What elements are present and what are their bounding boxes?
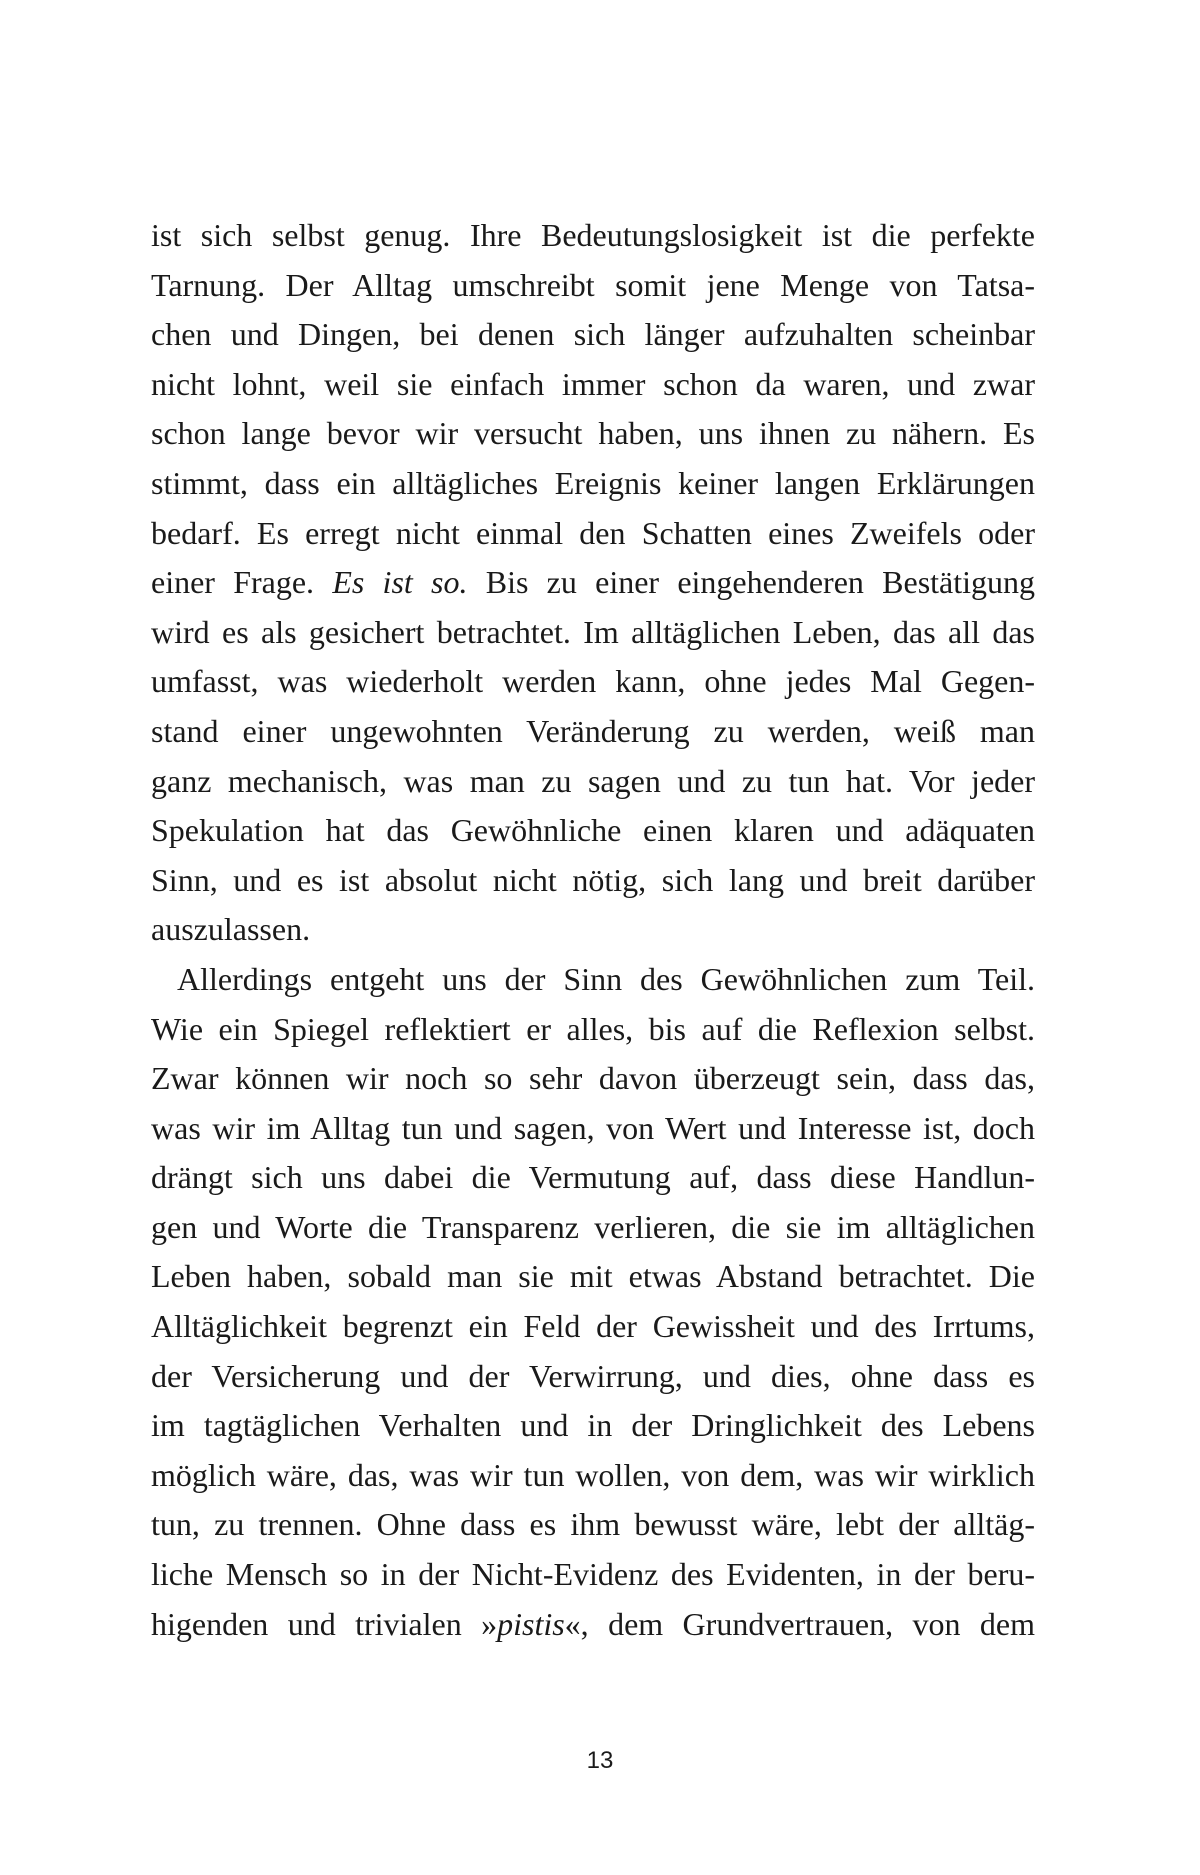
text-line: Allerdings entgeht uns der Sinn des Gewöhnlichen zum Teil. — [177, 960, 1035, 997]
text-line: wird es als gesichert betrachtet. Im alltäglichen Leben, das all das — [151, 613, 1035, 650]
text-line: was wir im Alltag tun und sagen, von Wert und Interesse ist, doch — [151, 1109, 1035, 1146]
text-line: ganz mechanisch, was man zu sagen und zu tun hat. Vor jeder — [151, 762, 1035, 799]
text-line: Sinn, und es ist absolut nicht nötig, sich lang und breit darüber — [151, 861, 1035, 898]
text-line: drängt sich uns dabei die Vermutung auf, dass diese Handlun- — [151, 1159, 1035, 1196]
text-run: «, dem Grundvertrauen, von dem — [564, 1605, 1035, 1642]
text-line: Tarnung. Der Alltag umschreibt somit jene Menge von Tatsa- — [151, 266, 1035, 303]
text-line: schon lange bevor wir versucht haben, uns ihnen zu nähern. Es — [151, 415, 1035, 452]
text-line: stimmt, dass ein alltägliches Ereignis keiner langen Erklärungen — [151, 464, 1035, 501]
text-line: umfasst, was wiederholt werden kann, ohne jedes Mal Gegen- — [151, 663, 1035, 700]
text-line: im tagtäglichen Verhalten und in der Dringlichkeit des Lebens — [151, 1407, 1035, 1444]
page-number: 13 — [586, 1747, 614, 1774]
text-run: higenden und trivialen » — [151, 1605, 498, 1642]
text-line: Wie ein Spiegel reflektiert er alles, bis auf die Reflexion selbst. — [151, 1010, 1035, 1047]
text-line: Spekulation hat das Gewöhnliche einen klaren und adäquaten — [151, 812, 1035, 849]
text-line: Leben haben, sobald man sie mit etwas Abstand betrachtet. Die — [151, 1258, 1035, 1295]
body-text — [151, 211, 1035, 1649]
text-run: Bis zu einer eingehenderen Bestätigung — [485, 564, 1036, 601]
text-line: bedarf. Es erregt nicht einmal den Schatten eines Zweifels oder — [151, 514, 1035, 551]
text-line — [151, 1600, 1035, 1650]
text-line: Zwar können wir noch so sehr davon überzeugt sein, dass das, — [151, 1060, 1035, 1097]
paragraph — [151, 955, 1035, 1649]
text-line: ist sich selbst genug. Ihre Bedeutungslosigkeit ist die perfekte — [151, 217, 1035, 253]
text-line: möglich wäre, das, was wir tun wollen, von dem, was wir wirklich — [151, 1456, 1035, 1493]
text-line: der Versicherung und der Verwirrung, und dies, ohne dass es — [151, 1357, 1035, 1394]
text-line: liche Mensch so in der Nicht-Evidenz des Evidenten, in der beru- — [151, 1556, 1035, 1593]
text-line: tun, zu trennen. Ohne dass es ihm bewusst wäre, lebt der alltäg- — [151, 1506, 1035, 1543]
text-line: chen und Dingen, bei denen sich länger aufzuhalten scheinbar — [151, 316, 1035, 353]
italic-phrase: Es ist so. — [332, 564, 468, 601]
text-line: auszulassen. — [151, 911, 311, 948]
text-line — [151, 558, 1035, 608]
italic-phrase: pistis — [497, 1605, 565, 1642]
paragraph — [151, 211, 1035, 955]
text-run: einer Frage. — [151, 564, 315, 601]
text-line: gen und Worte die Transparenz verlieren, die sie im alltäglichen — [151, 1208, 1035, 1245]
text-line: Alltäglichkeit begrenzt ein Feld der Gewissheit und des Irrtums, — [151, 1308, 1035, 1345]
text-line: stand einer ungewohnten Veränderung zu werden, weiß man — [151, 712, 1035, 749]
text-line: nicht lohnt, weil sie einfach immer schon da waren, und zwar — [151, 365, 1035, 402]
